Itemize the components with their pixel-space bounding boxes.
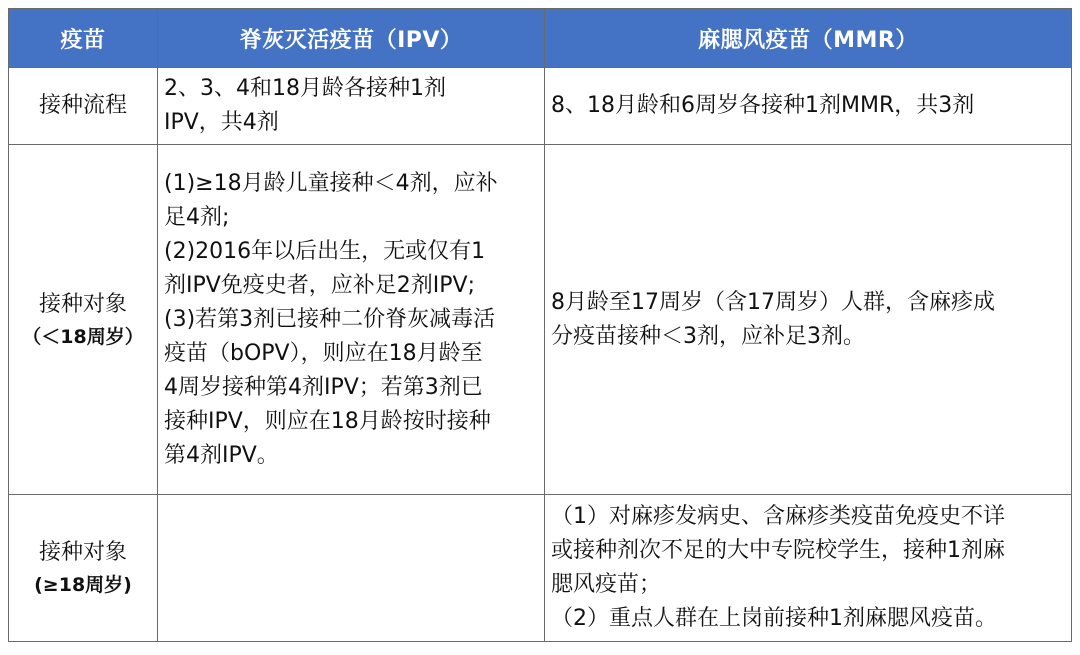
mmr-cell (545, 68, 1072, 145)
mmr-under18-text: 8月龄至17周岁（含17周岁）人群，含麻疹成 分疫苗接种＜3剂，应补足3剂。 (551, 289, 995, 349)
mmr-cell (545, 145, 1072, 495)
mmr-schedule-text: 8、18月龄和6周岁各接种1剂MMR，共3剂 (551, 93, 975, 118)
header-mmr: 麻腮风疫苗（MMR） (545, 9, 1072, 68)
ipv-under18-text: (1)≥18月龄儿童接种＜4剂，应补 足4剂; (2)2016年以后出生，无或仅有1 剂IPV免疫史者，应补足2剂IPV; (3)若第3剂已接种二价脊灰减毒活 疫苗（bOPV），则应在18月龄至 4周岁接种第4剂IPV；若第3剂已 接种IPV，则应在18月龄按时接种 第4剂IPV。 (164, 170, 498, 468)
row-sublabel: （＜18周岁） (22, 325, 144, 348)
header-vaccine: 疫苗 (9, 9, 158, 68)
row-label: 接种对象 (38, 291, 127, 317)
vaccine-comparison-table (8, 8, 1072, 642)
vaccine-table-container (8, 8, 1071, 642)
row-label-cell (9, 145, 158, 495)
table-header-row (9, 9, 1072, 68)
ipv-cell (158, 495, 545, 642)
row-label-cell (9, 68, 158, 145)
mmr-cell (545, 495, 1072, 642)
ipv-schedule-text: 2、3、4和18月龄各接种1剂 IPV，共4剂 (164, 76, 446, 135)
table-row (9, 68, 1072, 145)
row-label: 接种对象 (38, 540, 127, 565)
row-label: 接种流程 (38, 93, 127, 118)
header-ipv: 脊灰灭活疫苗（IPV） (158, 9, 545, 68)
table-row (9, 145, 1072, 495)
row-label-cell (9, 495, 158, 642)
ipv-cell (158, 145, 545, 495)
mmr-adult-text: （1）对麻疹发病史、含麻疹类疫苗免疫史不详 或接种剂次不足的大中专院校学生，接种1剂麻 腮风疫苗； （2）重点人群在上岗前接种1剂麻腮风疫苗。 (551, 504, 1005, 631)
table-row (9, 495, 1072, 642)
row-sublabel: (≥18周岁) (34, 574, 132, 596)
ipv-cell (158, 68, 545, 145)
